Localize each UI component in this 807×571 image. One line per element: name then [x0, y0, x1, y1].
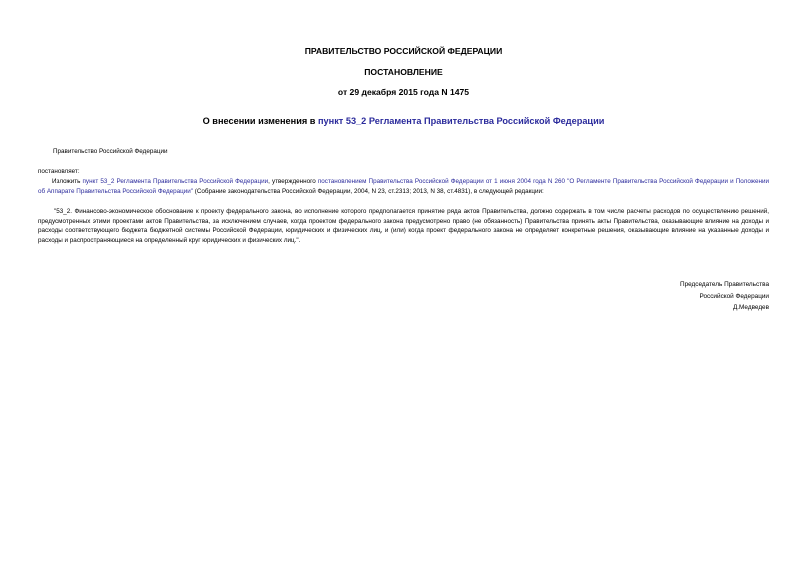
resolves-line: постановляет:	[38, 168, 80, 175]
link-regulation-clause[interactable]: пункт 53_2 Регламента Правительства Российской Федерации	[82, 178, 269, 185]
issuer-heading: ПРАВИТЕЛЬСТВО РОССИЙСКОЙ ФЕДЕРАЦИИ	[304, 46, 503, 56]
signature-title: Председатель Правительства	[680, 281, 769, 288]
body-paragraph	[38, 177, 769, 196]
body-text-end: (Собрание законодательства Российской Федерации, 2004, N 23, ст.2313; 2013, N 38, ст.4831), в следующей редакции:	[193, 187, 544, 195]
document-title	[0, 116, 807, 127]
signature-block	[680, 279, 769, 314]
document-title-prefix: О внесении изменения в	[202, 116, 318, 126]
title-link-regulation-clause[interactable]: пункт 53_2 Регламента Правительства Российской Федерации	[317, 116, 605, 126]
government-line: Правительство Российской Федерации	[53, 148, 168, 155]
link-resolution-260[interactable]: постановлением Правительства Российской Федерации от 1 июня 2004 года N 260 "О Регламенте Правительства Российской Федерации и Положении об Аппарате Правительства Российской Федерации"	[38, 178, 769, 195]
signature-name: Д.Медведев	[732, 304, 769, 311]
signature-organization: Российской Федерации	[699, 292, 769, 300]
body-text-mid: , утвержденного	[268, 178, 318, 185]
quoted-clause-paragraph: "53_2. Финансово-экономическое обоснование к проекту федерального закона, во исполнение которого предполагается принятие ряда актов Правительства, должно содержать в том числе расчеты расходов по осуществлению решений, предусмотренных этими проектами актов Правительства, за исключением случаев, когда проектом федерального закона предусмотрено право (не обязанность) Правительства принять акты Правительства, оказывающие влияние на доходы и расходы соответствующего бюджета бюджетной системы Российской Федерации, юридических и физических лиц, и (или) когда проект федерального закона не определяет конкретные решения, оказывающие влияние на указанные доходы и расходы и распространяющиеся на определенный круг юридических и физических лиц.".	[38, 208, 769, 244]
body-text-start: Изложить	[52, 178, 83, 185]
document-date-number: от 29 декабря 2015 года N 1475	[337, 87, 470, 97]
document-type-heading: ПОСТАНОВЛЕНИЕ	[364, 67, 443, 77]
